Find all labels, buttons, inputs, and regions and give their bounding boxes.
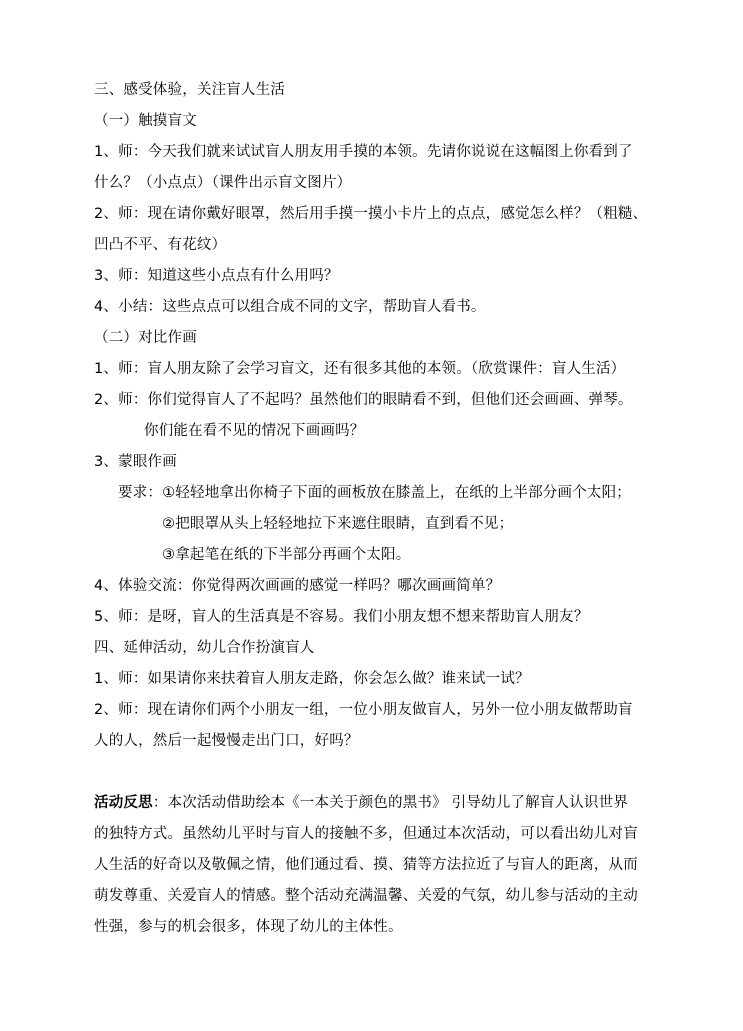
reflection-paragraph-line: 性强，参与的机会很多，体现了幼儿的主体性。 [94,919,403,935]
list-item: 4、小结：这些点点可以组合成不同的文字，帮助盲人看书。 [94,299,486,315]
list-item: 1、师：今天我们就来试试盲人朋友用手摸的本领。先请你说说在这幅图上你看到了 [94,144,633,160]
list-item-continuation: 什么？（小点点）（课件出示盲文图片） [94,175,352,191]
subsection1-heading: （一）触摸盲文 [94,113,197,129]
list-item: 2、师：现在请你戴好眼罩，然后用手摸一摸小卡片上的点点，感觉怎么样？（粗糙、 [94,206,648,222]
list-item: 2、师：现在请你们两个小朋友一组，一位小朋友做盲人，另外一位小朋友做帮助盲 [94,702,633,718]
list-item-continuation: 人的人，然后一起慢慢走出门口，好吗？ [94,733,359,749]
list-item: 4、体验交流：你觉得两次画画的感觉一样吗？哪次画画简单？ [94,578,501,594]
reflection-paragraph-line [94,793,694,813]
list-item: 1、师：盲人朋友除了会学习盲文，还有很多其他的本领。（欣赏课件：盲人生活） [94,361,626,377]
requirement-line: ②把眼罩从头上轻轻地拉下来遮住眼睛，直到看不见； [162,516,514,532]
reflection-paragraph-line: 人生活的好奇以及敬佩之情，他们通过看、摸、猜等方法拉近了与盲人的距离，从而 [94,857,638,873]
reflection-paragraph-line: 的独特方式。虽然幼儿平时与盲人的接触不多，但通过本次活动，可以看出幼儿对盲 [94,826,638,842]
reflection-text: ：本次活动借助绘本《一本关于颜色的黑书》 引导幼儿了解盲人认识世界 [152,795,629,811]
list-item: 3、蒙眼作画 [94,454,177,470]
reflection-paragraph-line: 萌发尊重、关爱盲人的情感。整个活动充满温馨、关爱的气氛，幼儿参与活动的主动 [94,888,638,904]
section3-heading: 三、感受体验，关注盲人生活 [94,82,286,98]
list-item: 2、师：你们觉得盲人了不起吗？虽然他们的眼睛看不到，但他们还会画画、弹琴。 [94,392,633,408]
requirement-line: 要求：①轻轻地拿出你椅子下面的画板放在膝盖上，在纸的上半部分画个太阳； [118,485,631,501]
list-item: 5、师：是呀，盲人的生活真是不容易。我们小朋友想不想来帮助盲人朋友？ [94,609,589,625]
reflection-label: 活动反思 [94,795,153,811]
list-item-continuation: 凹凸不平、有花纹） [94,237,227,253]
requirement-line: ③拿起笔在纸的下半部分再画个太阳。 [162,547,411,563]
list-item: 3、师：知道这些小点点有什么用吗？ [94,268,339,284]
subsection2-heading: （二）对比作画 [94,330,197,346]
section4-heading: 四、延伸活动，幼儿合作扮演盲人 [94,640,315,656]
list-item: 1、师：如果请你来扶着盲人朋友走路，你会怎么做？谁来试一试？ [94,671,530,687]
list-item-continuation: 你们能在看不见的情况下画画吗？ [144,423,365,439]
